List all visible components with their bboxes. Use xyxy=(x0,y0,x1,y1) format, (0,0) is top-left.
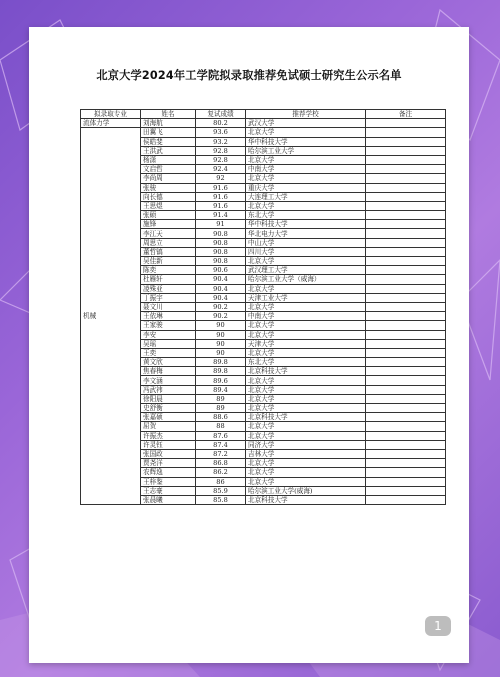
document-page xyxy=(29,27,469,663)
cell-note xyxy=(366,257,446,266)
cell-name: 冯武祎 xyxy=(141,385,196,394)
cell-name: 许灵钰 xyxy=(141,440,196,449)
cell-name: 吴瑶 xyxy=(141,339,196,348)
cell-school: 哈尔滨工业大学（威海） xyxy=(246,275,366,284)
cell-score: 87.2 xyxy=(196,449,246,458)
cell-score: 91.6 xyxy=(196,192,246,201)
cell-school: 四川大学 xyxy=(246,247,366,256)
cell-school: 吉林大学 xyxy=(246,449,366,458)
cell-note xyxy=(366,302,446,311)
cell-school: 中南大学 xyxy=(246,312,366,321)
cell-name: 杨潇 xyxy=(141,155,196,164)
cell-score: 92.4 xyxy=(196,165,246,174)
cell-note xyxy=(366,468,446,477)
cell-note xyxy=(366,477,446,486)
cell-school: 北京大学 xyxy=(246,321,366,330)
cell-note xyxy=(366,201,446,210)
cell-name: 农辉逸 xyxy=(141,468,196,477)
cell-school: 武汉理工大学 xyxy=(246,266,366,275)
cell-school: 北京大学 xyxy=(246,174,366,183)
cell-school: 武汉大学 xyxy=(246,119,366,128)
cell-score: 91.6 xyxy=(196,201,246,210)
cell-note xyxy=(366,192,446,201)
cell-name: 李江天 xyxy=(141,229,196,238)
cell-major-group: 机械 xyxy=(81,128,141,505)
cell-note xyxy=(366,376,446,385)
cell-school: 哈尔滨工业大学 xyxy=(246,146,366,155)
header-school: 推荐学校 xyxy=(246,110,366,119)
cell-name: 周思立 xyxy=(141,238,196,247)
cell-score: 88.6 xyxy=(196,413,246,422)
header-major: 拟录取专业 xyxy=(81,110,141,119)
cell-school: 哈尔滨工业大学(威海) xyxy=(246,486,366,495)
cell-score: 86 xyxy=(196,477,246,486)
cell-note xyxy=(366,128,446,137)
cell-name: 凌殊亚 xyxy=(141,284,196,293)
cell-note xyxy=(366,238,446,247)
cell-score: 90.2 xyxy=(196,302,246,311)
cell-school: 北京大学 xyxy=(246,201,366,210)
cell-note xyxy=(366,293,446,302)
cell-note xyxy=(366,229,446,238)
cell-name: 王奕 xyxy=(141,348,196,357)
cell-score: 91.4 xyxy=(196,211,246,220)
cell-school: 东北大学 xyxy=(246,358,366,367)
cell-name: 许振杰 xyxy=(141,431,196,440)
cell-note xyxy=(366,486,446,495)
cell-score: 92.8 xyxy=(196,155,246,164)
cell-note xyxy=(366,339,446,348)
cell-major: 流体力学 xyxy=(81,119,141,128)
cell-name: 张骏 xyxy=(141,183,196,192)
cell-note xyxy=(366,275,446,284)
cell-school: 重庆大学 xyxy=(246,183,366,192)
cell-note xyxy=(366,211,446,220)
cell-note xyxy=(366,321,446,330)
cell-score: 89 xyxy=(196,404,246,413)
cell-note xyxy=(366,422,446,431)
cell-name: 田翼飞 xyxy=(141,128,196,137)
cell-score: 90.8 xyxy=(196,247,246,256)
cell-school: 大连理工大学 xyxy=(246,192,366,201)
cell-score: 90.6 xyxy=(196,266,246,275)
cell-school: 北京大学 xyxy=(246,348,366,357)
cell-note xyxy=(366,348,446,357)
cell-note xyxy=(366,385,446,394)
cell-name: 董哲镐 xyxy=(141,247,196,256)
cell-score: 90.2 xyxy=(196,312,246,321)
cell-score: 80.2 xyxy=(196,119,246,128)
cell-note xyxy=(366,431,446,440)
header-name: 姓名 xyxy=(141,110,196,119)
cell-note xyxy=(366,155,446,164)
cell-name: 王洪武 xyxy=(141,146,196,155)
cell-note xyxy=(366,459,446,468)
cell-note xyxy=(366,220,446,229)
cell-score: 87.4 xyxy=(196,440,246,449)
cell-name: 文启哲 xyxy=(141,165,196,174)
cell-score: 90.8 xyxy=(196,238,246,247)
cell-school: 华北电力大学 xyxy=(246,229,366,238)
cell-school: 东北大学 xyxy=(246,211,366,220)
cell-score: 90 xyxy=(196,330,246,339)
cell-school: 北京大学 xyxy=(246,302,366,311)
cell-name: 陈奕 xyxy=(141,266,196,275)
cell-name: 王梓鉴 xyxy=(141,477,196,486)
cell-school: 北京大学 xyxy=(246,376,366,385)
cell-note xyxy=(366,413,446,422)
header-score: 复试成绩 xyxy=(196,110,246,119)
cell-name: 刘海航 xyxy=(141,119,196,128)
cell-school: 华中科技大学 xyxy=(246,220,366,229)
cell-score: 91.6 xyxy=(196,183,246,192)
cell-name: 王思煜 xyxy=(141,201,196,210)
cell-school: 天津工业大学 xyxy=(246,293,366,302)
cell-score: 92 xyxy=(196,174,246,183)
cell-score: 90.4 xyxy=(196,284,246,293)
cell-score: 91 xyxy=(196,220,246,229)
cell-note xyxy=(366,404,446,413)
cell-school: 华中科技大学 xyxy=(246,137,366,146)
cell-score: 89.6 xyxy=(196,376,246,385)
cell-score: 90 xyxy=(196,339,246,348)
cell-note xyxy=(366,330,446,339)
admission-table xyxy=(80,109,446,505)
cell-school: 天津大学 xyxy=(246,339,366,348)
cell-school: 北京大学 xyxy=(246,468,366,477)
cell-school: 北京大学 xyxy=(246,477,366,486)
cell-note xyxy=(366,449,446,458)
cell-name: 史舒衡 xyxy=(141,404,196,413)
table-header-row xyxy=(81,110,446,119)
cell-name: 屈贺 xyxy=(141,422,196,431)
cell-note xyxy=(366,119,446,128)
cell-note xyxy=(366,174,446,183)
cell-school: 北京大学 xyxy=(246,431,366,440)
table-row xyxy=(81,119,446,128)
cell-name: 向长德 xyxy=(141,192,196,201)
cell-name: 徐阳晨 xyxy=(141,394,196,403)
cell-name: 黄文欣 xyxy=(141,358,196,367)
cell-name: 李安 xyxy=(141,330,196,339)
cell-name: 张晨曦 xyxy=(141,495,196,504)
cell-school: 北京大学 xyxy=(246,422,366,431)
cell-note xyxy=(366,266,446,275)
table-row xyxy=(81,128,446,137)
cell-score: 86.8 xyxy=(196,459,246,468)
cell-school: 中南大学 xyxy=(246,165,366,174)
cell-note xyxy=(366,183,446,192)
cell-note xyxy=(366,495,446,504)
cell-note xyxy=(366,312,446,321)
cell-score: 90.8 xyxy=(196,229,246,238)
cell-school: 中山大学 xyxy=(246,238,366,247)
cell-score: 90 xyxy=(196,321,246,330)
cell-name: 丁振宇 xyxy=(141,293,196,302)
cell-score: 93.2 xyxy=(196,137,246,146)
cell-school: 北京大学 xyxy=(246,155,366,164)
cell-name: 张国政 xyxy=(141,449,196,458)
cell-school: 北京大学 xyxy=(246,330,366,339)
cell-school: 北京大学 xyxy=(246,284,366,293)
cell-name: 焦春梅 xyxy=(141,367,196,376)
cell-school: 北京大学 xyxy=(246,459,366,468)
cell-name: 杜雁轩 xyxy=(141,275,196,284)
cell-name: 王依琳 xyxy=(141,312,196,321)
cell-score: 88 xyxy=(196,422,246,431)
table-body xyxy=(81,119,446,505)
cell-score: 90.4 xyxy=(196,275,246,284)
cell-note xyxy=(366,367,446,376)
cell-name: 李尚周 xyxy=(141,174,196,183)
cell-note xyxy=(366,394,446,403)
cell-score: 89.8 xyxy=(196,358,246,367)
cell-score: 89.8 xyxy=(196,367,246,376)
cell-note xyxy=(366,440,446,449)
cell-school: 北京大学 xyxy=(246,257,366,266)
document-title: 北京大学2024年工学院拟录取推荐免试硕士研究生公示名单 xyxy=(96,69,402,82)
cell-name: 王家骏 xyxy=(141,321,196,330)
cell-score: 92.8 xyxy=(196,146,246,155)
cell-score: 90 xyxy=(196,348,246,357)
cell-score: 89 xyxy=(196,394,246,403)
cell-name: 张嘉硕 xyxy=(141,413,196,422)
cell-note xyxy=(366,137,446,146)
cell-score: 86.2 xyxy=(196,468,246,477)
cell-school: 北京科技大学 xyxy=(246,367,366,376)
cell-score: 85.8 xyxy=(196,495,246,504)
cell-score: 90.4 xyxy=(196,293,246,302)
cell-name: 张硕 xyxy=(141,211,196,220)
cell-note xyxy=(366,247,446,256)
header-note: 备注 xyxy=(366,110,446,119)
cell-score: 89.4 xyxy=(196,385,246,394)
cell-name: 吴佳新 xyxy=(141,257,196,266)
cell-note xyxy=(366,358,446,367)
cell-name: 聂文川 xyxy=(141,302,196,311)
cell-school: 北京科技大学 xyxy=(246,495,366,504)
cell-note xyxy=(366,284,446,293)
cell-name: 贾尧洋 xyxy=(141,459,196,468)
cell-school: 北京科技大学 xyxy=(246,413,366,422)
cell-school: 北京大学 xyxy=(246,394,366,403)
cell-school: 同济大学 xyxy=(246,440,366,449)
cell-name: 王志豪 xyxy=(141,486,196,495)
page-indicator[interactable]: 1 xyxy=(425,616,451,636)
cell-name: 李文涵 xyxy=(141,376,196,385)
cell-school: 北京大学 xyxy=(246,404,366,413)
cell-note xyxy=(366,146,446,155)
cell-score: 85.9 xyxy=(196,486,246,495)
cell-score: 90.8 xyxy=(196,257,246,266)
cell-school: 北京大学 xyxy=(246,385,366,394)
cell-score: 93.6 xyxy=(196,128,246,137)
cell-name: 施锋 xyxy=(141,220,196,229)
cell-note xyxy=(366,165,446,174)
cell-name: 侯皓斐 xyxy=(141,137,196,146)
cell-school: 北京大学 xyxy=(246,128,366,137)
cell-score: 87.6 xyxy=(196,431,246,440)
